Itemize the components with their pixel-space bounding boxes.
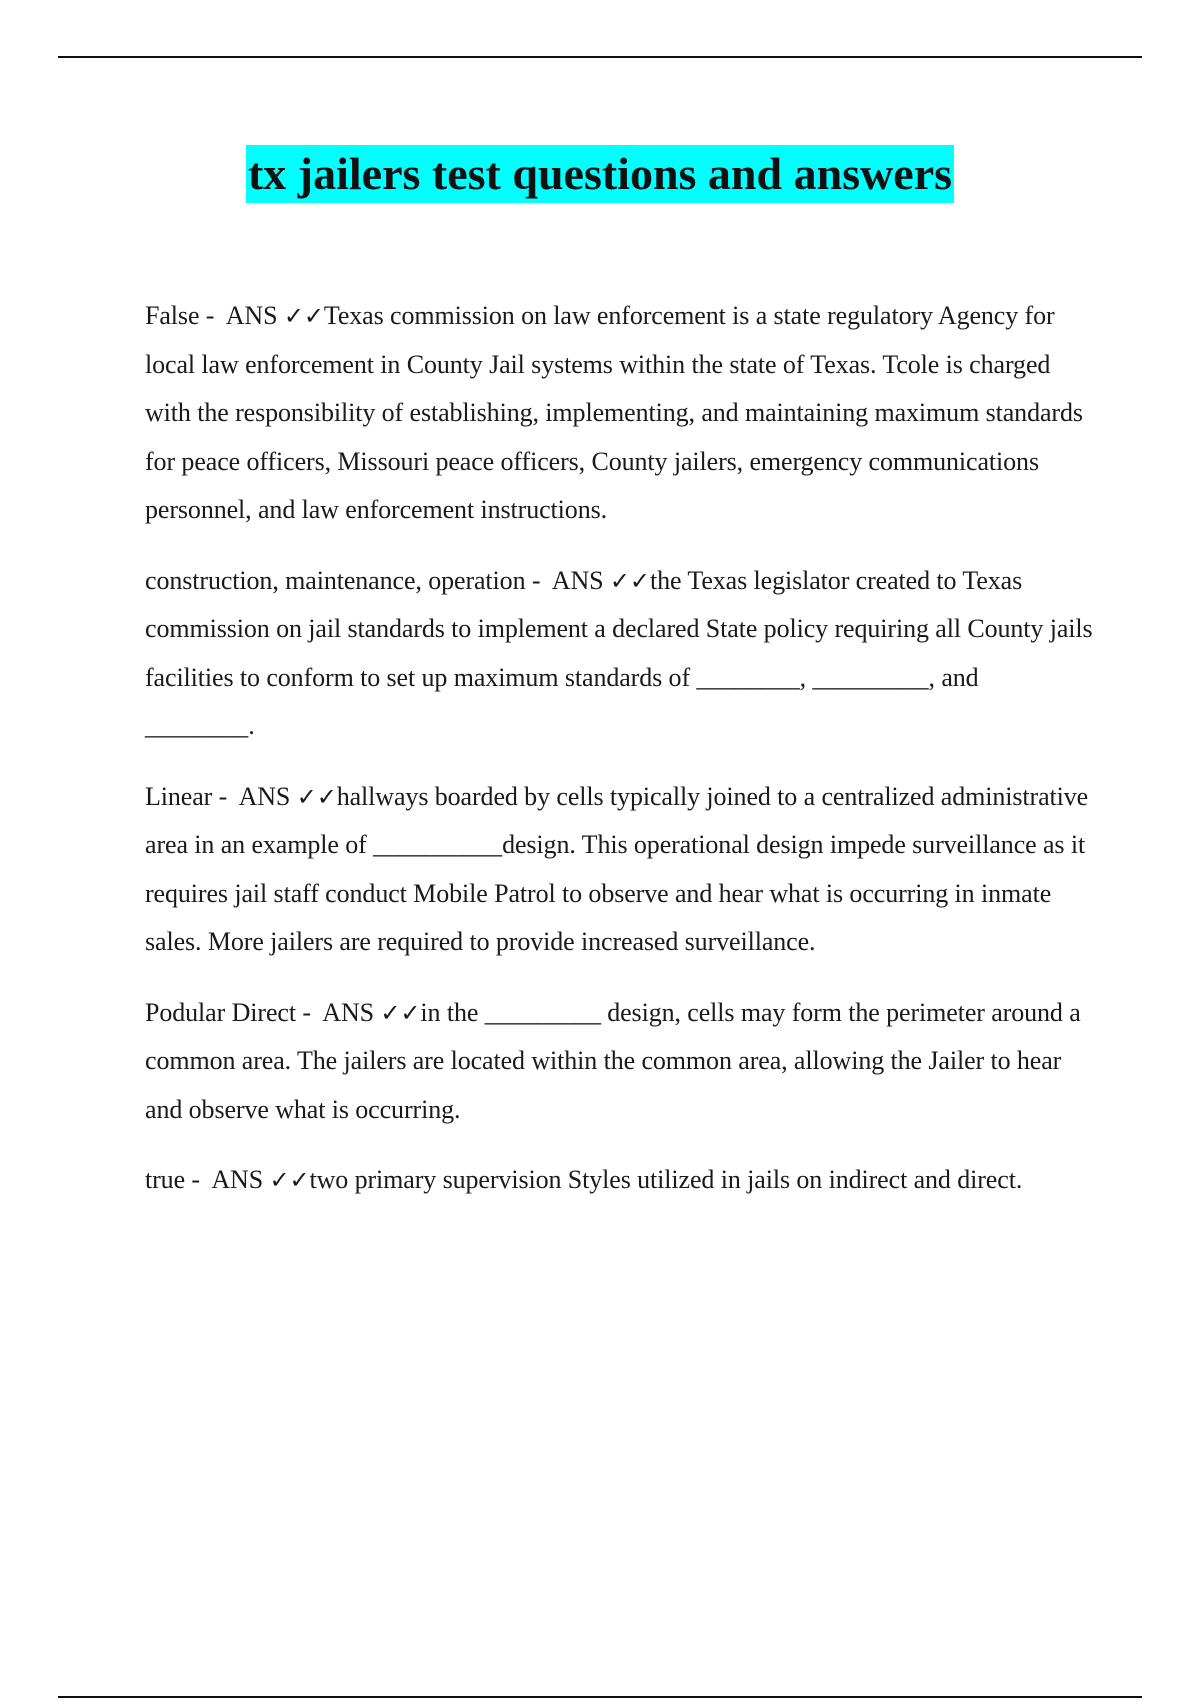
- qa-term: construction, maintenance, operation: [145, 565, 526, 595]
- qa-definition: hallways boarded by cells typically joined to a centralized administrative area in an example of __________design. This operational design impede surveillance as it requires jail staff conduct Mobile Patrol to observe and hear what is occurring in inmate sales. More jailers are required to provide increased surveillance.: [145, 781, 1089, 956]
- qa-term: Linear: [145, 781, 213, 811]
- qa-term: Podular Direct: [145, 997, 296, 1027]
- double-check-icon: ✓✓: [283, 302, 324, 330]
- qa-item: [145, 1156, 1093, 1205]
- double-check-icon: ✓✓: [609, 566, 650, 595]
- double-check-icon: ✓✓: [269, 1166, 310, 1194]
- qa-term: true: [145, 1165, 186, 1194]
- qa-separator: - ANS: [295, 997, 381, 1027]
- qa-item: [145, 773, 1093, 967]
- qa-definition: in the _________ design, cells may form the perimeter around a common area. The jailers are located within the common area, allowing the Jailer to hear and observe what is occurring.: [145, 997, 1081, 1124]
- qa-separator: - ANS: [212, 781, 297, 811]
- top-rule: [58, 56, 1142, 58]
- qa-definition: Texas commission on law enforcement is a state regulatory Agency for local law enforcement in County Jail systems within the state of Texas. Tcole is charged with the responsibility of establishing, implementing, and maintaining maximum standards for peace officers, Missouri peace officers, County jailers, emergency communications personnel, and law enforcement instructions.: [145, 301, 1083, 524]
- qa-separator: - ANS: [185, 1165, 270, 1194]
- qa-item: [145, 292, 1093, 535]
- qa-list: [145, 292, 1093, 1227]
- qa-item: [145, 557, 1093, 751]
- qa-separator: - ANS: [199, 301, 284, 330]
- double-check-icon: ✓✓: [296, 782, 337, 811]
- document-title: tx jailers test questions and answers: [246, 145, 954, 203]
- qa-term: False: [145, 301, 200, 330]
- qa-definition: two primary supervision Styles utilized in jails on indirect and direct.: [309, 1165, 1023, 1194]
- title-container: [0, 145, 1200, 203]
- bottom-rule: [58, 1696, 1142, 1698]
- qa-item: [145, 989, 1093, 1135]
- double-check-icon: ✓✓: [380, 998, 421, 1027]
- qa-separator: - ANS: [525, 565, 610, 595]
- qa-definition: the Texas legislator created to Texas commission on jail standards to implement a declared State policy requiring all County jails facilities to conform to set up maximum standards of ________, _________, and ________.: [145, 565, 1093, 740]
